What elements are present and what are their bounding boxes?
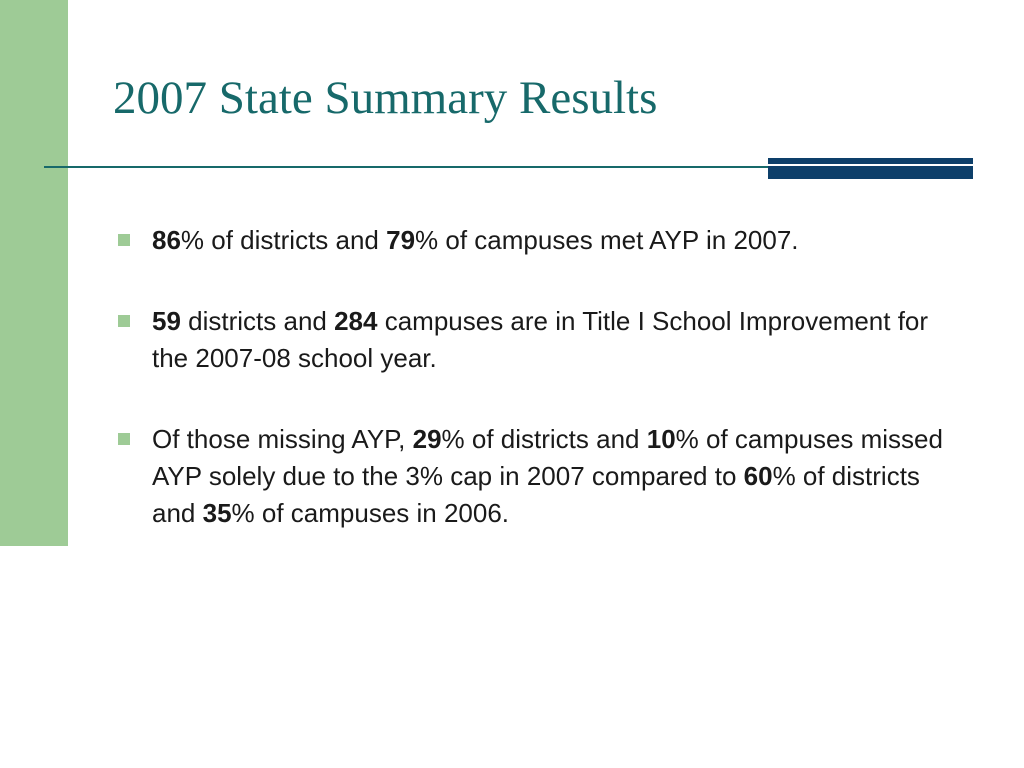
bullet-list [118,222,948,532]
bullet-item-school-improvement [118,303,948,377]
districts-improvement-count: 59 [152,306,181,336]
bullet-text: % of districts and [441,424,647,454]
bullet-text: districts and [180,306,335,336]
districts-met-percent: 86 [152,225,181,255]
campuses-cap-2007-percent: 10 [646,424,676,454]
bullet-text: Of those missing AYP, [152,424,413,454]
bullet-text: % of districts and [152,461,920,528]
title-divider-line [44,166,770,168]
campuses-cap-2006-percent: 35 [202,498,232,528]
square-bullet-icon [118,433,130,445]
bullet-item-cap-comparison [118,421,948,532]
bullet-text: campuses are in Title I School Improvement for the 2007-08 school year. [152,306,929,373]
square-bullet-icon [118,234,130,246]
title-divider-bar [768,158,973,179]
slide-title: 2007 State Summary Results [113,72,658,124]
districts-cap-2006-percent: 60 [743,461,773,491]
campuses-improvement-count: 284 [334,306,378,336]
campuses-met-percent: 79 [386,225,416,255]
bullet-text: % of campuses missed AYP solely due to the 3% cap in 2007 compared to [152,424,943,491]
districts-cap-2007-percent: 29 [412,424,442,454]
square-bullet-icon [118,315,130,327]
bullet-text: % of campuses met AYP in 2007. [415,225,799,255]
bullet-text: % of districts and [180,225,387,255]
bullet-text: % of campuses in 2006. [231,498,510,528]
bullet-item-ayp-met [118,222,948,259]
left-accent-band [0,0,68,546]
